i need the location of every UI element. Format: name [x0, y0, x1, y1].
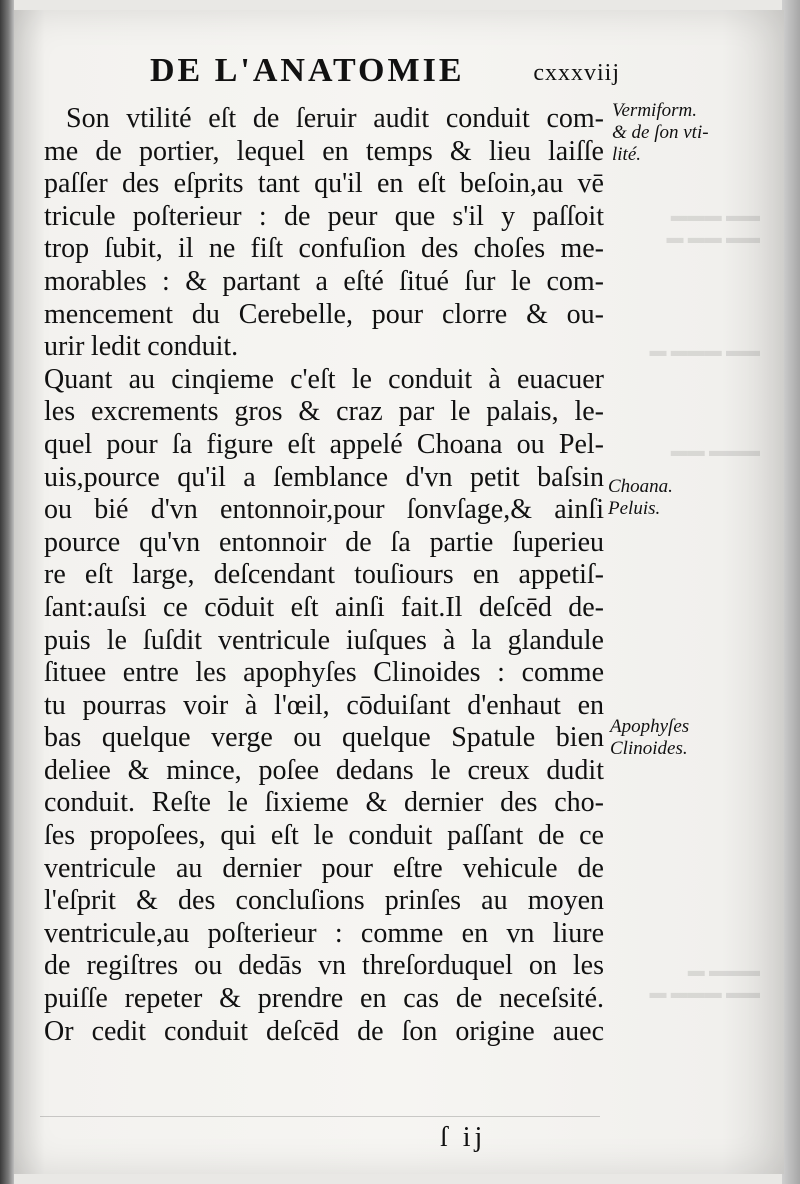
- running-title: DE L'ANATOMIE: [150, 52, 465, 89]
- page-header: [150, 52, 620, 92]
- text-line: mencement du Cerebelle, pour clorre & ou-: [44, 298, 604, 330]
- text-line: me de portier, lequel en temps & lieu laiſſe: [44, 135, 604, 167]
- folio-number: cxxxviij: [533, 60, 620, 86]
- text-line: Or cedit conduit deſcēd de ſon origine auec: [44, 1015, 604, 1047]
- text-line: paſſer des eſprits tant qu'il en eſt beſoin,au vē: [44, 168, 604, 200]
- scan-right-edge: [782, 0, 800, 1184]
- bleed-through-text: ▬▬ ▬▬▬ ▬: [649, 341, 760, 360]
- text-line: pource qu'vn entonnoir de ſa partie ſuperieu: [44, 526, 604, 558]
- margin-note-line: lité.: [612, 144, 642, 165]
- scan-left-edge: [0, 0, 14, 1184]
- text-line: quel pour ſa figure eſt appelé Choana ou Pel-: [44, 428, 604, 460]
- bleed-through-text: ▬▬▬ ▬▬: [670, 441, 760, 460]
- text-line: puiſſe repeter & prendre en cas de neceſsité.: [44, 983, 604, 1015]
- margin-note-line: Vermiform.: [612, 100, 697, 121]
- margin-note-line: & de ſon vti-: [612, 122, 709, 143]
- text-line: deliee & mince, poſee dedans le creux dudit: [44, 754, 604, 786]
- bleed-through-text: ▬▬▬ ▬ ▬▬ ▬▬▬ ▬: [649, 961, 760, 1002]
- text-line: ventricule,au poſterieur : comme en vn liure: [44, 917, 604, 949]
- text-line: ſes propoſees, qui eſt le conduit paſſant de ce: [44, 820, 604, 852]
- bottom-rule: [40, 1116, 600, 1117]
- margin-note-choana: [608, 476, 673, 520]
- text-line: tricule poſterieur : de peur que s'il y paſſoit: [44, 200, 604, 232]
- text-line: conduit. Reſte le ſixieme & dernier des cho-: [44, 787, 604, 819]
- text-line: ventricule au dernier pour eſtre vehicule de: [44, 852, 604, 884]
- margin-note-apophyses: [610, 716, 689, 760]
- text-line: bas quelque verge ou quelque Spatule bien: [44, 722, 604, 754]
- text-line: Son vtilité eſt de ſeruir audit conduit com-: [66, 103, 604, 134]
- text-line: tu pourras voir à l'œil, cōduiſant d'enhaut en: [44, 689, 604, 721]
- text-line: uis,pource qu'il a ſemblance d'vn petit baſsin: [44, 461, 604, 493]
- text-line: Quant au cinqieme c'eſt le conduit à euacuer: [44, 363, 604, 395]
- text-line: urir ledit conduit.: [44, 331, 239, 363]
- margin-note-line: Choana.: [608, 476, 673, 497]
- main-text: [44, 103, 604, 1048]
- text-line: trop ſubit, il ne fiſt confuſion des choſes me-: [44, 233, 604, 265]
- text-line: l'eſprit & des concluſions prinſes au moyen: [44, 885, 604, 917]
- bleed-through-text: ▬▬ ▬▬▬ ▬▬ ▬▬ ▬: [666, 206, 760, 247]
- text-line: ſant:auſsi ce cōduit eſt ainſi fait.Il deſcēd de-: [44, 591, 604, 623]
- text-line: puis le ſuſdit ventricule iuſques à la glandule: [44, 624, 604, 656]
- text-line: ſituee entre les apophyſes Clinoides : comme: [44, 657, 604, 689]
- text-line: ou bié d'vn entonnoir,pour ſonvſage,& ainſi: [44, 494, 604, 526]
- text-line: re eſt large, deſcendant touſiours en appetiſ-: [44, 559, 604, 591]
- text-line: de regiſtres ou dedās vn threſorduquel on les: [44, 950, 604, 982]
- margin-note-line: Peluis.: [608, 498, 661, 519]
- text-line: morables : & partant a eſté ſitué ſur le com-: [44, 265, 604, 297]
- text-line: les excrements gros & craz par le palais, le-: [44, 396, 604, 428]
- margin-note-line: Clinoides.: [610, 738, 688, 759]
- signature-mark: ſ ij: [440, 1122, 487, 1153]
- margin-note-vermiform: [612, 100, 709, 166]
- margin-note-line: Apophyſes: [610, 716, 690, 737]
